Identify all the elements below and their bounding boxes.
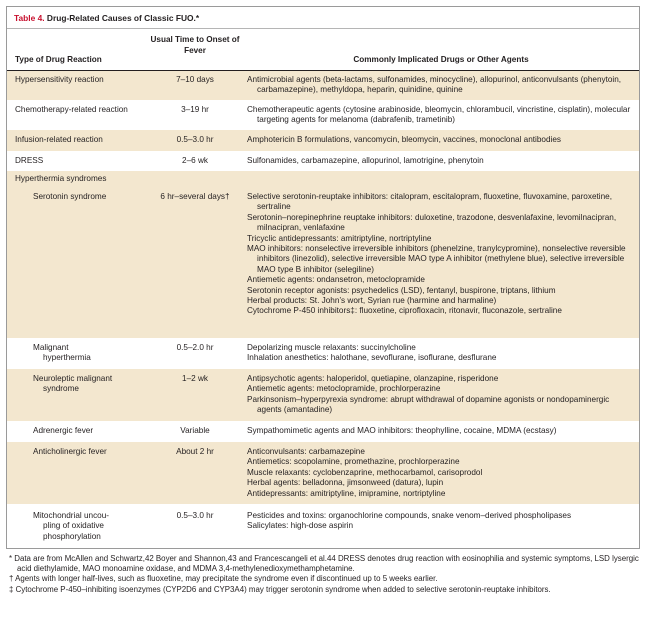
row-agents: Sympathomimetic agents and MAO inhibitors: theophylline, cocaine, MDMA (ecstasy) — [247, 426, 557, 435]
table-row — [7, 71, 639, 100]
row-agents: Antipsychotic agents: haloperidol, quetiapine, olanzapine, risperidone Antiemetic agents: metoclopramide, prochlorperazine Parkinsonism–hyperpyrexia syndrome: abrupt withdrawal of dopamine agonists or nondopaminergic agents (amantadine) — [247, 374, 610, 415]
table-footnotes — [9, 554, 639, 595]
row-agents: Antimicrobial agents (beta-lactams, sulfonamides, minocycline), allopurinol, anticonvulsants (phenytoin, carbamazepine), methyldopa, heparin, quinidine, quinine — [247, 75, 622, 95]
row-section-heading: Hyperthermia syndromes — [15, 174, 107, 183]
table-title-bar — [7, 7, 639, 29]
row-agents: Pesticides and toxins: organochlorine compounds, snake venom–derived phospholipases Salicylates: high-dose aspirin — [247, 511, 572, 531]
row-type: Serotonin syndrome — [33, 192, 107, 201]
table-row — [7, 504, 639, 549]
table-row — [7, 421, 639, 442]
row-type: Hypersensitivity reaction — [15, 75, 104, 84]
row-agents: Anticonvulsants: carbamazepine Antiemetics: scopolamine, promethazine, prochlorperazine Muscle relaxants: cyclobenzaprine, methocarbamol, carisoprodol Herbal agents: belladonna, jimsonweed (datura), lupin Antidepressants: amitriptyline, imipramine, nortriptyline — [247, 447, 483, 498]
row-onset: Variable — [180, 426, 210, 435]
row-type: Chemotherapy-related reaction — [15, 105, 128, 114]
row-onset: 7–10 days — [176, 75, 214, 84]
row-onset: About 2 hr — [176, 447, 214, 456]
row-agents: Depolarizing muscle relaxants: succinylcholine Inhalation anesthetics: halothane, sevoflurane, isoflurane, desflurane — [247, 343, 497, 363]
row-onset: 0.5–3.0 hr — [176, 135, 214, 144]
row-type: DRESS — [15, 156, 44, 165]
row-type: Anticholinergic fever — [33, 447, 107, 456]
table-container — [6, 6, 640, 549]
row-onset: 6 hr–several days† — [160, 192, 230, 201]
table-row — [7, 369, 639, 421]
row-type: Adrenergic fever — [33, 426, 94, 435]
row-onset: 0.5–2.0 hr — [176, 343, 214, 352]
row-agents: Sulfonamides, carbamazepine, allopurinol, lamotrigine, phenytoin — [247, 156, 484, 165]
row-agents: Selective serotonin-reuptake inhibitors: citalopram, escitalopram, fluoxetine, fluvoxamine, paroxetine, sertraline Serotonin–norepinephrine reuptake inhibitors: duloxetine, trazodone, desvenlafaxine, levomilnacipran, milnacipran, venlafaxine Tricyclic antidepressants: amitriptyline, nortriptyline MAO inhibitors: nonselective irreversible inhibitors (phenelzine, tranylcypromine), nonselective reversible inhibitors (linezolid), selective irreversible MAO type A inhibitor (methylene blue), selective irreversible MAO type B inhibitor (selegiline) Antiemetic agents: ondansetron, metoclopramide Serotonin receptor agonists: psychedelics (LSD), fentanyl, buspirone, triptans, lithium Herbal products: St. John’s wort, Syrian rue (harmine and harmaline) Cytochrome P-450 inhibitors‡: fluoxetine, ciprofloxacin, ritonavir, fluconazole, sertraline — [247, 192, 626, 316]
row-onset: 3–19 hr — [181, 105, 209, 114]
row-agents: Chemotherapeutic agents (cytosine arabinoside, bleomycin, chlorambucil, vincristine, cisplatin), molecular targeting agents for melanoma (dabrafenib, trametinib) — [247, 105, 631, 125]
row-type: Mitochondrial uncou- pling of oxidative phosphorylation — [33, 511, 110, 541]
row-onset: 2–6 wk — [182, 156, 208, 165]
row-agents: Amphotericin B formulations, vancomycin, bleomycin, vaccines, monoclonal antibodies — [247, 135, 562, 144]
row-type: Infusion-related reaction — [15, 135, 103, 144]
table-title: Drug-Related Causes of Classic FUO.* — [46, 13, 200, 23]
table-row — [7, 171, 639, 338]
row-onset: 1–2 wk — [182, 374, 208, 383]
table-label: Table 4. — [14, 13, 45, 23]
column-header-onset: Usual Time to Onset of Fever — [150, 35, 240, 55]
footnote: * Data are from McAllen and Schwartz,42 Boyer and Shannon,43 and Francescangeli et al.44 DRESS denotes drug reaction with eosinophilia and systemic symptoms, LSD lysergic acid diethylamide, MAO monoamine oxidase, and MDMA 3,4-methylenedioxymethamphetamine. — [9, 554, 639, 574]
row-onset: 0.5–3.0 hr — [176, 511, 214, 520]
column-header-type: Type of Drug Reaction — [15, 55, 102, 64]
footnote: ‡ Cytochrome P-450–inhibiting isoenzymes (CYP2D6 and CYP3A4) may trigger serotonin syndrome when added to selective serotonin-reuptake inhibitors. — [9, 584, 551, 594]
table-row — [7, 338, 639, 369]
column-header-agents: Commonly Implicated Drugs or Other Agents — [353, 55, 529, 64]
row-type: Neuroleptic malignant syndrome — [33, 374, 113, 394]
row-type: Malignant hyperthermia — [33, 343, 91, 363]
table-row — [7, 442, 639, 504]
table-row — [7, 100, 639, 130]
table-row — [7, 130, 639, 151]
footnote: † Agents with longer half-lives, such as fluoxetine, may precipitate the syndrome even if discontinued up to 5 weeks earlier. — [9, 574, 438, 584]
table-row — [7, 151, 639, 171]
